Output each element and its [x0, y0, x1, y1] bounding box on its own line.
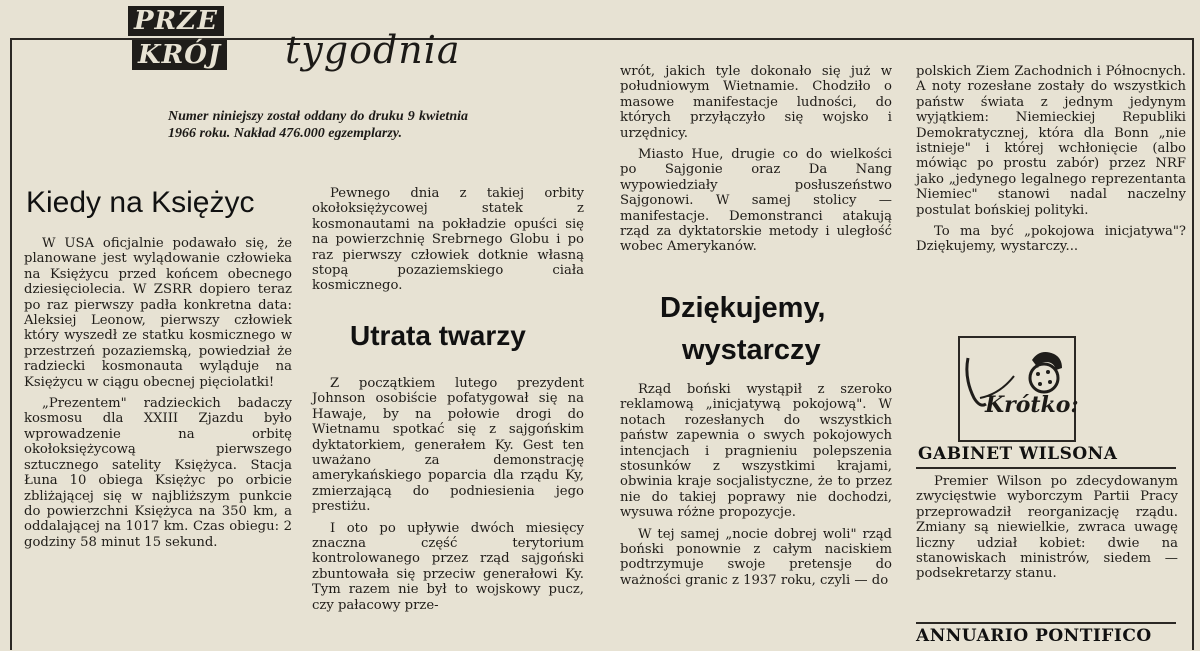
krotko-logo-text: Krótko:	[985, 392, 1079, 418]
section-annuario-pontifico: ANNUARIO PONTIFICO	[916, 626, 1152, 646]
column-3-top	[620, 64, 892, 261]
divider-gabinet	[916, 467, 1176, 469]
article2-paragraph-2: I oto po upływie dwóch miesięcy znaczna część terytorium kontrolowanego przez rząd sajgoński zbuntowała się przeciw generałowi Ky. Tym razem nie był to wojskowy pucz, czy pałacowy prze-	[312, 520, 584, 613]
masthead-title: tygodnia	[285, 28, 461, 72]
krotko-text	[916, 474, 1178, 588]
article3-paragraph-3: polskich Ziem Zachodnich i Północnych. A noty rozesłane zostały do wszystkich państw świata z jednym jedynym wyjątkiem: Niemieckiej Republiki Demokratycznej, która dla Bonn „nie istnieje" i której wchłonięcie (albo mówiąc po prostu zabór) przez NRF jako „jedynego legalnego reprezentanta Niemiec" stanowi nadal naczelny postulat bońskiej polityki.	[916, 64, 1186, 218]
divider-annuario	[916, 622, 1176, 624]
headline-wystarczy: wystarczy	[682, 334, 821, 366]
article1-paragraph-3: Pewnego dnia z takiej orbity okołoksiężycowej statek z kosmonautami na pokładzie opuści się na powierzchnię Srebrnego Globu i po raz pierwszy człowiek dotknie własną stopą pozaziemskiego ciała kosmicznego.	[312, 186, 584, 294]
article2-paragraph-4: Miasto Hue, drugie co do wielkości po Sajgonie oraz Da Nang wypowiedziały posłuszeństwo Sajgonowi. W samej stolicy — manifestacje. Demonstranci atakują rząd za dyktatorskie metody i uległość wobec Amerykanów.	[620, 147, 892, 255]
headline-kiedy-na-ksiezyc: Kiedy na Księżyc	[26, 186, 255, 219]
column-2-top	[312, 186, 584, 300]
krotko-logo-box	[958, 336, 1076, 442]
column-2-bottom	[312, 376, 584, 619]
headline-dziekujemy: Dziękujemy,	[660, 292, 826, 324]
article2-paragraph-3: wrót, jakich tyle dokonało się już w południowym Wietnamie. Chodziło o masowe manifestacje ludności, do których przyłączyło się wojsko i urzędnicy.	[620, 64, 892, 141]
column-3-bottom	[620, 382, 892, 594]
column-1	[24, 236, 292, 556]
article1-paragraph-2: „Prezentem" radzieckich badaczy kosmosu dla XXIII Zjazdu było wprowadzenie na orbitę okołoksiężycową pierwszego sztucznego satelity Księżyca. Stacja Łuna 10 obiega Księżyc po orbicie zbliżającej się w najbliższym punkcie do powierzchni Księżyca na 350 km, a oddalającej na 1017 km. Czas obiegu: 2 godziny 58 minut 15 sekund.	[24, 396, 292, 550]
article1-paragraph-1: W USA oficjalnie podawało się, że planowane jest wylądowanie człowieka na Księżycu przed końcem obecnego dziesięciolecia. W ZSRR dopiero teraz po raz pierwszy padła konkretna data: Aleksiej Leonow, pierwszy człowiek który wyszedł ze statku kosmicznego w przestrzeń pozaziemską, powiedział że radziecki kosmonauta wyląduje na Księżycu w ciągu obecnej pięciolatki!	[24, 236, 292, 390]
logo-prze: PRZE	[128, 6, 224, 36]
intro-note: Numer niniejszy został oddany do druku 9 kwietnia 1966 roku. Nakład 476.000 egzemplarzy.	[168, 109, 468, 141]
telephone-icon	[960, 338, 1074, 440]
column-4-top	[916, 64, 1186, 261]
article2-paragraph-1: Z początkiem lutego prezydent Johnson osobiście pofatygował się na Hawaje, by na połowie drogi do Wietnamu spotkać się z sajgońskim dyktatorkiem, generałem Ky. Gest ten uważano za demonstrację amerykańskiego poparcia dla rządu Ky, zmierzającą do podniesienia jego prestiżu.	[312, 376, 584, 515]
article3-paragraph-2: W tej samej „nocie dobrej woli" rząd boński ponownie z całym naciskiem podtrzymuje swoje pretensje do ważności granic z 1937 roku, czyli — do	[620, 526, 892, 588]
article3-paragraph-1: Rząd boński wystąpił z szeroko reklamową „inicjatywą pokojową". W notach rozesłanych do wszystkich państw zapewnia o swych pokojowych intencjach i pragnieniu polepszenia stosunków z wszystkimi krajami, obwinia kraje socjalistyczne, że to przez nie do takiej poprawy nie dochodzi, wysuwa różne propozycje.	[620, 382, 892, 521]
headline-utrata-twarzy: Utrata twarzy	[350, 320, 526, 351]
article3-paragraph-4: To ma być „pokojowa inicjatywa"? Dziękujemy, wystarczy...	[916, 224, 1186, 255]
section-gabinet-wilsona: GABINET WILSONA	[918, 444, 1118, 464]
gabinet-wilsona-paragraph: Premier Wilson po zdecydowanym zwycięstwie wyborczym Partii Pracy przeprowadził reorganizację rządu. Zmiany są niewielkie, zwraca uwagę liczny udział kobiet: dwie na stanowiskach ministrów, siedem — podsekretarzy stanu.	[916, 474, 1178, 582]
logo-kroj: KRÓJ	[132, 40, 227, 70]
